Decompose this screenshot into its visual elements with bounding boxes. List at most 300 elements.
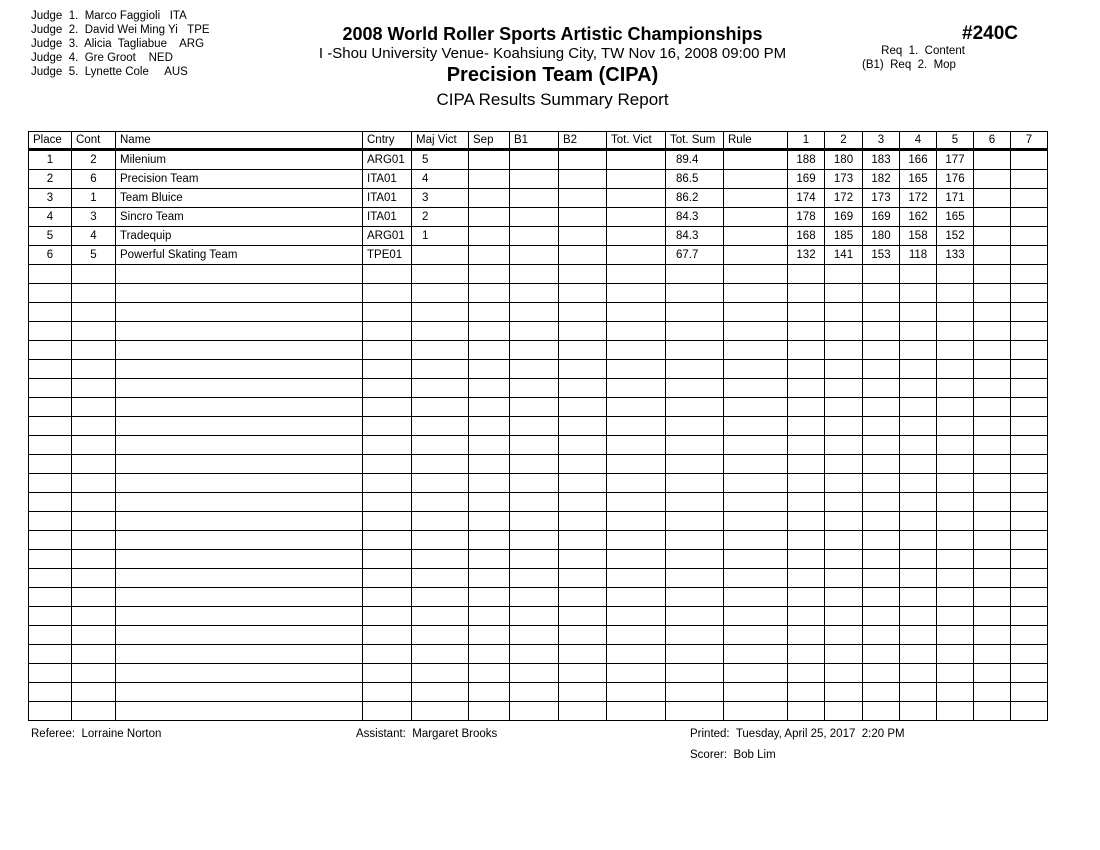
judge-6-score bbox=[974, 208, 1011, 227]
b2-cell bbox=[559, 493, 607, 512]
judge-2-score bbox=[825, 284, 863, 303]
place-cell bbox=[29, 588, 72, 607]
sep-cell bbox=[469, 150, 510, 170]
judges-list bbox=[31, 9, 210, 79]
place-cell bbox=[29, 341, 72, 360]
empty-table-row bbox=[29, 512, 1048, 531]
empty-table-row bbox=[29, 588, 1048, 607]
judge-5-score bbox=[937, 303, 974, 322]
rule-cell bbox=[724, 246, 788, 265]
tot-sum-cell bbox=[666, 550, 724, 569]
judge-3-score bbox=[863, 341, 900, 360]
cont-cell bbox=[72, 493, 116, 512]
table-row bbox=[29, 189, 1048, 208]
judge-5-score: 176 bbox=[937, 170, 974, 189]
tot-sum-cell bbox=[666, 626, 724, 645]
judge-7-score bbox=[1011, 227, 1048, 246]
col-b2: B2 bbox=[559, 132, 607, 150]
b2-cell bbox=[559, 360, 607, 379]
judge-1-score bbox=[788, 607, 825, 626]
tot-sum-cell: 84.3 bbox=[666, 208, 724, 227]
tot-vict-cell bbox=[607, 379, 666, 398]
rule-cell bbox=[724, 265, 788, 284]
judge-7-score bbox=[1011, 246, 1048, 265]
judge-2-score: 185 bbox=[825, 227, 863, 246]
tot-vict-cell bbox=[607, 360, 666, 379]
rule-cell bbox=[724, 683, 788, 702]
name-cell bbox=[116, 531, 363, 550]
place-cell: 1 bbox=[29, 150, 72, 170]
judge-3-score bbox=[863, 303, 900, 322]
requirement-2: (B1) Req 2. Mop bbox=[862, 59, 956, 71]
judge-1-score bbox=[788, 436, 825, 455]
cntry-cell bbox=[363, 284, 412, 303]
judge-1-score bbox=[788, 645, 825, 664]
b1-cell bbox=[510, 683, 559, 702]
tot-vict-cell bbox=[607, 398, 666, 417]
judge-1-score bbox=[788, 398, 825, 417]
maj-vict-cell bbox=[412, 417, 469, 436]
maj-vict-cell bbox=[412, 588, 469, 607]
judge-2-score bbox=[825, 588, 863, 607]
judge-3-score bbox=[863, 531, 900, 550]
maj-vict-cell bbox=[412, 265, 469, 284]
tot-vict-cell bbox=[607, 683, 666, 702]
tot-sum-cell: 84.3 bbox=[666, 227, 724, 246]
tot-vict-cell bbox=[607, 588, 666, 607]
sep-cell bbox=[469, 189, 510, 208]
rule-cell bbox=[724, 626, 788, 645]
judge-3-score bbox=[863, 379, 900, 398]
judge-3-score bbox=[863, 607, 900, 626]
rule-cell bbox=[724, 588, 788, 607]
judge-7-score bbox=[1011, 341, 1048, 360]
judge-4: Judge 4. Gre Groot NED bbox=[31, 52, 173, 64]
judge-2-score bbox=[825, 550, 863, 569]
tot-vict-cell bbox=[607, 265, 666, 284]
maj-vict-cell bbox=[412, 550, 469, 569]
judge-2-score bbox=[825, 455, 863, 474]
cont-cell bbox=[72, 531, 116, 550]
name-cell bbox=[116, 702, 363, 721]
tot-vict-cell bbox=[607, 436, 666, 455]
sep-cell bbox=[469, 550, 510, 569]
judge-7-score bbox=[1011, 493, 1048, 512]
judge-6-score bbox=[974, 246, 1011, 265]
tot-sum-cell bbox=[666, 664, 724, 683]
empty-table-row bbox=[29, 379, 1048, 398]
judge-3-score bbox=[863, 417, 900, 436]
b2-cell bbox=[559, 436, 607, 455]
rule-cell bbox=[724, 398, 788, 417]
tot-vict-cell bbox=[607, 607, 666, 626]
judge-3-score bbox=[863, 493, 900, 512]
b2-cell bbox=[559, 512, 607, 531]
rule-cell bbox=[724, 227, 788, 246]
judge-7-score bbox=[1011, 474, 1048, 493]
results-table bbox=[28, 131, 1048, 721]
judge-6-score bbox=[974, 265, 1011, 284]
judge-2-score bbox=[825, 474, 863, 493]
empty-table-row bbox=[29, 284, 1048, 303]
judge-1-score bbox=[788, 265, 825, 284]
judge-7-score bbox=[1011, 531, 1048, 550]
b2-cell bbox=[559, 379, 607, 398]
cont-cell bbox=[72, 474, 116, 493]
place-cell bbox=[29, 455, 72, 474]
tot-sum-cell bbox=[666, 322, 724, 341]
tot-vict-cell bbox=[607, 531, 666, 550]
tot-sum-cell bbox=[666, 683, 724, 702]
judge-7-score bbox=[1011, 265, 1048, 284]
judge-5-score bbox=[937, 436, 974, 455]
b1-cell bbox=[510, 645, 559, 664]
rule-cell bbox=[724, 702, 788, 721]
tot-sum-cell bbox=[666, 417, 724, 436]
judge-5-score bbox=[937, 474, 974, 493]
name-cell bbox=[116, 626, 363, 645]
judge-5-score bbox=[937, 531, 974, 550]
sep-cell bbox=[469, 170, 510, 189]
cont-cell bbox=[72, 322, 116, 341]
cntry-cell bbox=[363, 626, 412, 645]
judge-2-score bbox=[825, 645, 863, 664]
judge-4-score bbox=[900, 550, 937, 569]
cont-cell: 1 bbox=[72, 189, 116, 208]
empty-table-row bbox=[29, 531, 1048, 550]
judge-6-score bbox=[974, 150, 1011, 170]
judge-2-score bbox=[825, 531, 863, 550]
judge-2-score: 169 bbox=[825, 208, 863, 227]
tot-vict-cell bbox=[607, 341, 666, 360]
name-cell bbox=[116, 588, 363, 607]
col-maj-vict: Maj Vict bbox=[412, 132, 469, 150]
judge-5-score bbox=[937, 455, 974, 474]
place-cell bbox=[29, 265, 72, 284]
rule-cell bbox=[724, 436, 788, 455]
judge-6-score bbox=[974, 303, 1011, 322]
sep-cell bbox=[469, 246, 510, 265]
cntry-cell bbox=[363, 322, 412, 341]
place-cell: 4 bbox=[29, 208, 72, 227]
judge-3-score bbox=[863, 398, 900, 417]
judge-7-score bbox=[1011, 550, 1048, 569]
judge-4-score: 166 bbox=[900, 150, 937, 170]
judge-2-score bbox=[825, 493, 863, 512]
judge-4-score bbox=[900, 322, 937, 341]
empty-table-row bbox=[29, 683, 1048, 702]
sep-cell bbox=[469, 379, 510, 398]
tot-sum-cell bbox=[666, 455, 724, 474]
b2-cell bbox=[559, 189, 607, 208]
place-cell bbox=[29, 664, 72, 683]
b2-cell bbox=[559, 455, 607, 474]
judge-2-score bbox=[825, 265, 863, 284]
judge-1-score bbox=[788, 303, 825, 322]
rule-cell bbox=[724, 531, 788, 550]
judge-2-score bbox=[825, 341, 863, 360]
rule-cell bbox=[724, 417, 788, 436]
judge-3-score: 153 bbox=[863, 246, 900, 265]
empty-table-row bbox=[29, 664, 1048, 683]
tot-vict-cell bbox=[607, 474, 666, 493]
judge-6-score bbox=[974, 474, 1011, 493]
sep-cell bbox=[469, 512, 510, 531]
judge-6-score bbox=[974, 550, 1011, 569]
judge-1-score bbox=[788, 569, 825, 588]
judge-6-score bbox=[974, 626, 1011, 645]
judge-6-score bbox=[974, 379, 1011, 398]
maj-vict-cell bbox=[412, 360, 469, 379]
table-row bbox=[29, 150, 1048, 170]
empty-table-row bbox=[29, 626, 1048, 645]
tot-sum-cell bbox=[666, 512, 724, 531]
name-cell bbox=[116, 341, 363, 360]
judge-4-score bbox=[900, 588, 937, 607]
empty-table-row bbox=[29, 455, 1048, 474]
place-cell: 3 bbox=[29, 189, 72, 208]
maj-vict-cell bbox=[412, 493, 469, 512]
tot-sum-cell bbox=[666, 379, 724, 398]
tot-sum-cell bbox=[666, 341, 724, 360]
judge-5-score bbox=[937, 284, 974, 303]
judge-6-score bbox=[974, 702, 1011, 721]
judge-4-score bbox=[900, 455, 937, 474]
judge-1-score bbox=[788, 512, 825, 531]
judge-4-score bbox=[900, 303, 937, 322]
maj-vict-cell bbox=[412, 645, 469, 664]
tot-sum-cell bbox=[666, 702, 724, 721]
judge-5-score: 133 bbox=[937, 246, 974, 265]
judge-1-score bbox=[788, 626, 825, 645]
place-cell bbox=[29, 645, 72, 664]
judge-2-score bbox=[825, 360, 863, 379]
col-judge-1: 1 bbox=[788, 132, 825, 150]
cntry-cell bbox=[363, 588, 412, 607]
judge-2-score bbox=[825, 702, 863, 721]
rule-cell bbox=[724, 150, 788, 170]
cont-cell bbox=[72, 550, 116, 569]
cntry-cell bbox=[363, 360, 412, 379]
empty-table-row bbox=[29, 398, 1048, 417]
judge-7-score bbox=[1011, 170, 1048, 189]
judge-1-score: 178 bbox=[788, 208, 825, 227]
tot-sum-cell bbox=[666, 303, 724, 322]
cntry-cell bbox=[363, 645, 412, 664]
col-cont: Cont bbox=[72, 132, 116, 150]
judge-5-score bbox=[937, 702, 974, 721]
cont-cell bbox=[72, 284, 116, 303]
judge-6-score bbox=[974, 664, 1011, 683]
judge-5-score bbox=[937, 626, 974, 645]
judge-2-score bbox=[825, 626, 863, 645]
judge-1-score bbox=[788, 702, 825, 721]
maj-vict-cell bbox=[412, 436, 469, 455]
place-cell bbox=[29, 493, 72, 512]
sep-cell bbox=[469, 265, 510, 284]
judge-1-score bbox=[788, 417, 825, 436]
sep-cell bbox=[469, 474, 510, 493]
judge-4-score bbox=[900, 436, 937, 455]
judge-6-score bbox=[974, 645, 1011, 664]
b2-cell bbox=[559, 531, 607, 550]
b1-cell bbox=[510, 341, 559, 360]
tot-sum-cell: 89.4 bbox=[666, 150, 724, 170]
sep-cell bbox=[469, 227, 510, 246]
judge-3-score: 173 bbox=[863, 189, 900, 208]
judge-4-score bbox=[900, 569, 937, 588]
b2-cell bbox=[559, 550, 607, 569]
tot-sum-cell bbox=[666, 436, 724, 455]
judge-3-score bbox=[863, 664, 900, 683]
tot-sum-cell bbox=[666, 531, 724, 550]
tot-vict-cell bbox=[607, 512, 666, 531]
maj-vict-cell: 3 bbox=[412, 189, 469, 208]
sep-cell bbox=[469, 341, 510, 360]
judge-7-score bbox=[1011, 284, 1048, 303]
place-cell: 5 bbox=[29, 227, 72, 246]
cntry-cell bbox=[363, 417, 412, 436]
col-place: Place bbox=[29, 132, 72, 150]
judge-1-score bbox=[788, 550, 825, 569]
cont-cell bbox=[72, 455, 116, 474]
judge-6-score bbox=[974, 341, 1011, 360]
judge-3-score bbox=[863, 455, 900, 474]
judge-2-score bbox=[825, 398, 863, 417]
cont-cell bbox=[72, 569, 116, 588]
tot-vict-cell bbox=[607, 550, 666, 569]
judge-5-score bbox=[937, 550, 974, 569]
empty-table-row bbox=[29, 417, 1048, 436]
judge-5-score bbox=[937, 379, 974, 398]
judge-3-score bbox=[863, 702, 900, 721]
tot-vict-cell bbox=[607, 493, 666, 512]
b2-cell bbox=[559, 702, 607, 721]
b1-cell bbox=[510, 626, 559, 645]
maj-vict-cell bbox=[412, 512, 469, 531]
judge-4-score bbox=[900, 474, 937, 493]
sep-cell bbox=[469, 683, 510, 702]
judge-1-score: 169 bbox=[788, 170, 825, 189]
cntry-cell bbox=[363, 398, 412, 417]
place-cell bbox=[29, 436, 72, 455]
b1-cell bbox=[510, 208, 559, 227]
name-cell bbox=[116, 417, 363, 436]
judge-1-score bbox=[788, 531, 825, 550]
judge-7-score bbox=[1011, 436, 1048, 455]
name-cell: Sincro Team bbox=[116, 208, 363, 227]
judge-2-score bbox=[825, 664, 863, 683]
cntry-cell: ARG01 bbox=[363, 227, 412, 246]
empty-table-row bbox=[29, 265, 1048, 284]
name-cell bbox=[116, 284, 363, 303]
judge-5-score bbox=[937, 607, 974, 626]
rule-cell bbox=[724, 379, 788, 398]
judge-7-score bbox=[1011, 455, 1048, 474]
judge-6-score bbox=[974, 436, 1011, 455]
judge-6-score bbox=[974, 588, 1011, 607]
table-row bbox=[29, 246, 1048, 265]
cont-cell bbox=[72, 379, 116, 398]
tot-vict-cell bbox=[607, 322, 666, 341]
tot-sum-cell bbox=[666, 493, 724, 512]
tot-vict-cell bbox=[607, 189, 666, 208]
name-cell bbox=[116, 303, 363, 322]
tot-sum-cell bbox=[666, 645, 724, 664]
b1-cell bbox=[510, 360, 559, 379]
empty-table-row bbox=[29, 493, 1048, 512]
sep-cell bbox=[469, 436, 510, 455]
cont-cell: 6 bbox=[72, 170, 116, 189]
judge-4-score bbox=[900, 417, 937, 436]
place-cell bbox=[29, 417, 72, 436]
b2-cell bbox=[559, 607, 607, 626]
judge-6-score bbox=[974, 398, 1011, 417]
judge-3-score bbox=[863, 474, 900, 493]
cont-cell: 3 bbox=[72, 208, 116, 227]
referee: Referee: Lorraine Norton bbox=[31, 728, 162, 740]
empty-table-row bbox=[29, 702, 1048, 721]
b1-cell bbox=[510, 189, 559, 208]
judge-6-score bbox=[974, 455, 1011, 474]
b1-cell bbox=[510, 512, 559, 531]
col-judge-6: 6 bbox=[974, 132, 1011, 150]
sep-cell bbox=[469, 645, 510, 664]
assistant: Assistant: Margaret Brooks bbox=[356, 728, 498, 740]
b1-cell bbox=[510, 398, 559, 417]
cntry-cell: ARG01 bbox=[363, 150, 412, 170]
name-cell: Tradequip bbox=[116, 227, 363, 246]
b2-cell bbox=[559, 227, 607, 246]
place-cell bbox=[29, 683, 72, 702]
judge-4-score bbox=[900, 493, 937, 512]
name-cell bbox=[116, 455, 363, 474]
requirements-list bbox=[862, 44, 965, 72]
judge-3-score: 182 bbox=[863, 170, 900, 189]
b2-cell bbox=[559, 150, 607, 170]
cntry-cell bbox=[363, 664, 412, 683]
judge-4-score bbox=[900, 645, 937, 664]
maj-vict-cell bbox=[412, 322, 469, 341]
tot-sum-cell: 86.2 bbox=[666, 189, 724, 208]
judge-7-score bbox=[1011, 150, 1048, 170]
b1-cell bbox=[510, 417, 559, 436]
maj-vict-cell bbox=[412, 531, 469, 550]
cont-cell bbox=[72, 398, 116, 417]
maj-vict-cell: 5 bbox=[412, 150, 469, 170]
judge-7-score bbox=[1011, 512, 1048, 531]
judge-3-score bbox=[863, 265, 900, 284]
judge-5-score: 171 bbox=[937, 189, 974, 208]
judge-2-score bbox=[825, 417, 863, 436]
judge-6-score bbox=[974, 512, 1011, 531]
judge-7-score bbox=[1011, 569, 1048, 588]
maj-vict-cell bbox=[412, 341, 469, 360]
b2-cell bbox=[559, 645, 607, 664]
sep-cell bbox=[469, 303, 510, 322]
tot-vict-cell bbox=[607, 664, 666, 683]
judge-5-score bbox=[937, 664, 974, 683]
cntry-cell: ITA01 bbox=[363, 208, 412, 227]
judge-3-score bbox=[863, 550, 900, 569]
judge-3-score bbox=[863, 683, 900, 702]
empty-table-row bbox=[29, 607, 1048, 626]
rule-cell bbox=[724, 607, 788, 626]
col-tot-sum: Tot. Sum bbox=[666, 132, 724, 150]
cont-cell bbox=[72, 607, 116, 626]
b1-cell bbox=[510, 284, 559, 303]
requirement-1: Req 1. Content bbox=[862, 45, 965, 57]
